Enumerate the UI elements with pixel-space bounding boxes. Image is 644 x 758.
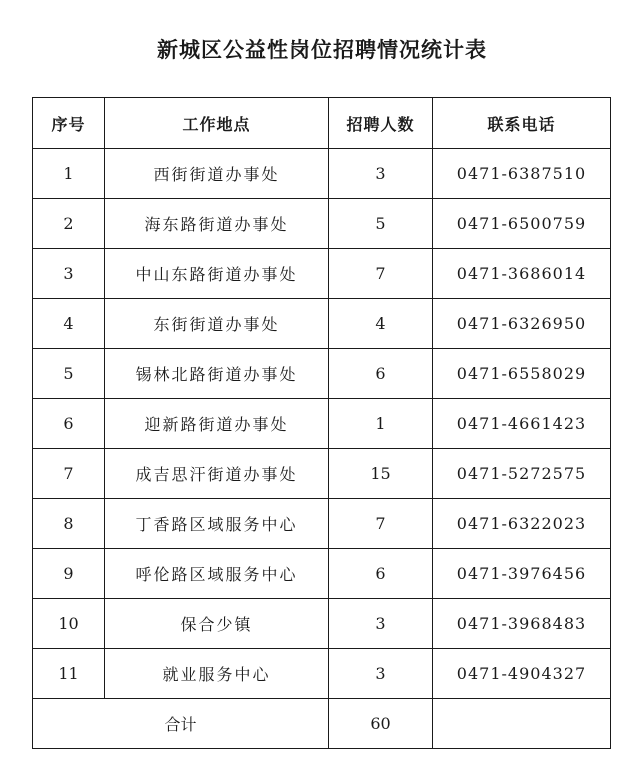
- table-row: [33, 349, 611, 399]
- total-row: [33, 699, 611, 749]
- cell-seq: 5: [33, 349, 105, 399]
- cell-phone: 0471-3968483: [433, 599, 611, 649]
- cell-location: 保合少镇: [105, 599, 329, 649]
- cell-count: 3: [329, 599, 433, 649]
- cell-phone: 0471-6387510: [433, 149, 611, 199]
- cell-location: 成吉思汗街道办事处: [105, 449, 329, 499]
- recruitment-table: [32, 97, 611, 749]
- cell-seq: 3: [33, 249, 105, 299]
- table-row: [33, 199, 611, 249]
- cell-phone: 0471-6326950: [433, 299, 611, 349]
- table-row: [33, 449, 611, 499]
- cell-count: 3: [329, 649, 433, 699]
- cell-seq: 4: [33, 299, 105, 349]
- cell-location: 呼伦路区域服务中心: [105, 549, 329, 599]
- cell-phone: 0471-6322023: [433, 499, 611, 549]
- total-label: 合计: [33, 699, 329, 749]
- table-row: [33, 299, 611, 349]
- cell-count: 15: [329, 449, 433, 499]
- table-row: [33, 549, 611, 599]
- cell-location: 中山东路街道办事处: [105, 249, 329, 299]
- header-location: 工作地点: [105, 98, 329, 149]
- cell-location: 就业服务中心: [105, 649, 329, 699]
- table-row: [33, 399, 611, 449]
- header-count: 招聘人数: [329, 98, 433, 149]
- cell-count: 6: [329, 349, 433, 399]
- cell-count: 3: [329, 149, 433, 199]
- cell-seq: 10: [33, 599, 105, 649]
- table-row: [33, 649, 611, 699]
- cell-location: 丁香路区域服务中心: [105, 499, 329, 549]
- total-phone-empty: [433, 699, 611, 749]
- cell-location: 锡林北路街道办事处: [105, 349, 329, 399]
- cell-phone: 0471-6500759: [433, 199, 611, 249]
- cell-location: 西街街道办事处: [105, 149, 329, 199]
- cell-location: 东街街道办事处: [105, 299, 329, 349]
- table-row: [33, 249, 611, 299]
- cell-phone: 0471-6558029: [433, 349, 611, 399]
- cell-location: 海东路街道办事处: [105, 199, 329, 249]
- table-row: [33, 499, 611, 549]
- page-title: 新城区公益性岗位招聘情况统计表: [157, 37, 487, 62]
- header-seq: 序号: [33, 98, 105, 149]
- cell-location: 迎新路街道办事处: [105, 399, 329, 449]
- cell-phone: 0471-5272575: [433, 449, 611, 499]
- cell-seq: 7: [33, 449, 105, 499]
- cell-count: 4: [329, 299, 433, 349]
- cell-phone: 0471-4661423: [433, 399, 611, 449]
- cell-count: 1: [329, 399, 433, 449]
- total-count: 60: [329, 699, 433, 749]
- cell-seq: 6: [33, 399, 105, 449]
- cell-phone: 0471-3686014: [433, 249, 611, 299]
- table-row: [33, 149, 611, 199]
- cell-count: 7: [329, 249, 433, 299]
- cell-seq: 1: [33, 149, 105, 199]
- cell-phone: 0471-3976456: [433, 549, 611, 599]
- cell-seq: 9: [33, 549, 105, 599]
- table-header-row: [33, 98, 611, 149]
- cell-count: 6: [329, 549, 433, 599]
- cell-count: 5: [329, 199, 433, 249]
- header-phone: 联系电话: [433, 98, 611, 149]
- cell-count: 7: [329, 499, 433, 549]
- cell-seq: 8: [33, 499, 105, 549]
- cell-phone: 0471-4904327: [433, 649, 611, 699]
- cell-seq: 2: [33, 199, 105, 249]
- cell-seq: 11: [33, 649, 105, 699]
- table-row: [33, 599, 611, 649]
